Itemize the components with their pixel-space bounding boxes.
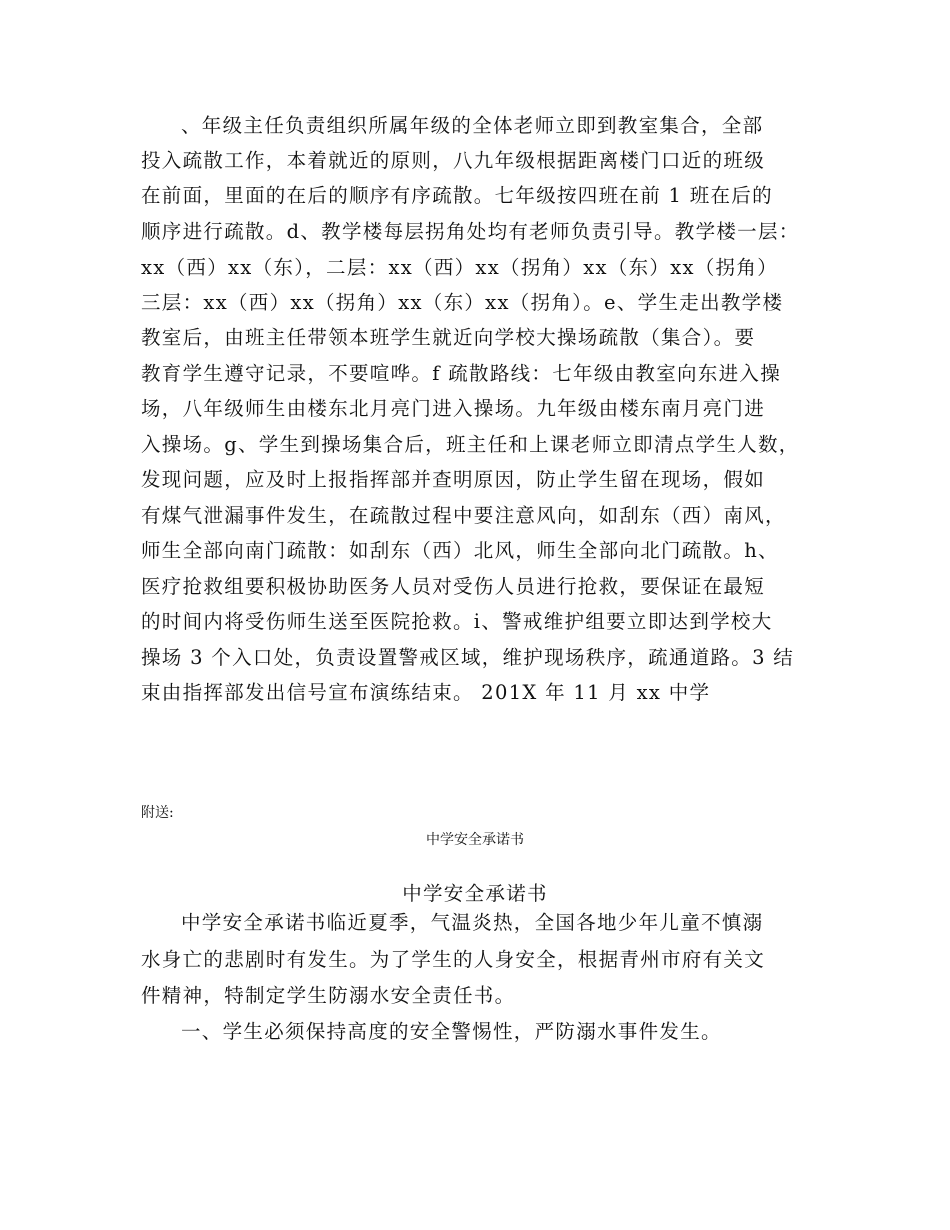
- attachment-line-2: 水身亡的悲剧时有发生。为了学生的人身安全，根据青州市府有关文: [141, 948, 766, 971]
- attachment-line-4: 一、学生必须保持高度的安全警惕性，严防溺水事件发生。: [181, 1020, 722, 1043]
- body-line-4: 顺序进行疏散。d、教学楼每层拐角处均有老师负责引导。教学楼一层：: [141, 220, 800, 243]
- body-line-5: xx（西）xx（东），二层：xx（西）xx（拐角）xx（东）xx（拐角）: [141, 256, 779, 279]
- attachment-small-title: 中学安全承诺书: [426, 832, 524, 848]
- body-line-10: 入操场。g、学生到操场集合后，班主任和上课老师立即清点学生人数，: [141, 433, 800, 456]
- attachment-title: 中学安全承诺书: [402, 882, 548, 905]
- body-line-16: 操场 3 个入口处，负责设置警戒区域，维护现场秩序，疏通道路。3 结: [141, 646, 795, 669]
- body-line-11: 发现问题，应及时上报指挥部并查明原因，防止学生留在现场，假如: [141, 468, 766, 491]
- body-line-6: 三层：xx（西）xx（拐角）xx（东）xx（拐角）。e、学生走出教学楼: [141, 291, 784, 314]
- body-line-9: 场，八年级师生由楼东北月亮门进入操场。九年级由楼东南月亮门进: [141, 397, 766, 420]
- body-line-1: 、年级主任负责组织所属年级的全体老师立即到教室集合，全部: [181, 114, 764, 137]
- body-line-2: 投入疏散工作，本着就近的原则，八九年级根据距离楼门口近的班级: [141, 149, 766, 172]
- attachment-line-3: 件精神，特制定学生防溺水安全责任书。: [141, 984, 516, 1007]
- body-line-14: 医疗抢救组要积极协助医务人员对受伤人员进行抢救，要保证在最短: [141, 575, 766, 598]
- body-line-13: 师生全部向南门疏散：如刮东（西）北风，师生全部向北门疏散。h、: [141, 539, 779, 562]
- body-line-8: 教育学生遵守记录，不要喧哗。f 疏散路线：七年级由教室向东进入操: [141, 362, 782, 385]
- attachment-line-1: 中学安全承诺书临近夏季，气温炎热，全国各地少年儿童不慎溺: [181, 911, 764, 934]
- body-line-12: 有煤气泄漏事件发生，在疏散过程中要注意风向，如刮东（西）南风，: [141, 504, 786, 527]
- attachment-label: 附送:: [141, 805, 174, 821]
- body-line-3: 在前面，里面的在后的顺序有序疏散。七年级按四班在前 1 班在后的: [141, 184, 773, 207]
- body-line-7: 教室后，由班主任带领本班学生就近向学校大操场疏散（集合）。要: [141, 326, 756, 349]
- body-line-15: 的时间内将受伤师生送至医院抢救。i、警戒维护组要立即达到学校大: [141, 610, 773, 633]
- body-line-17: 束由指挥部发出信号宣布演练结束。 201X 年 11 月 xx 中学: [141, 681, 711, 704]
